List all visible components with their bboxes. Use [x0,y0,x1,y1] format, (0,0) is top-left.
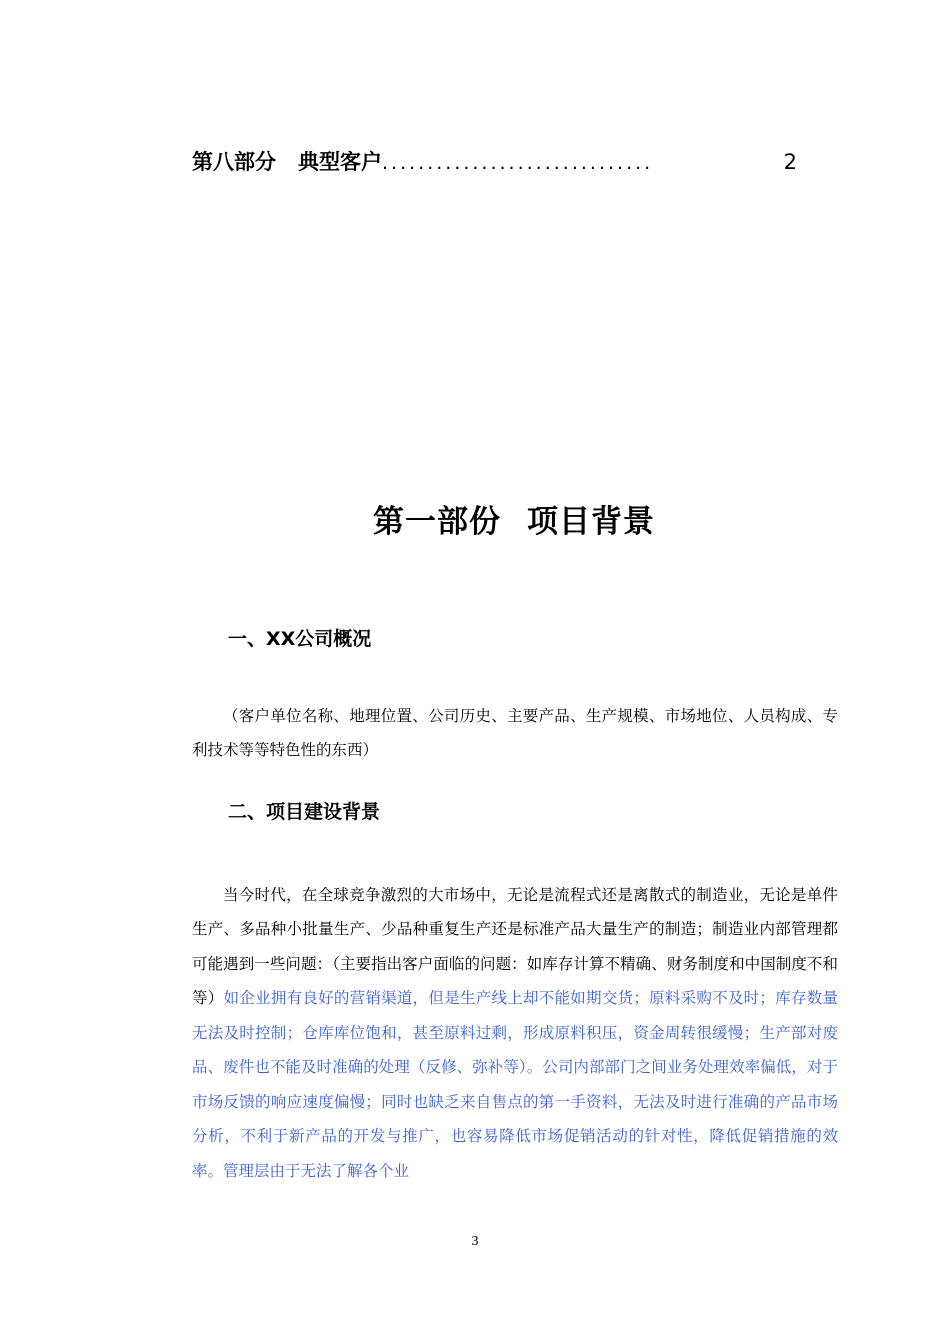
part-label: 第一部份 [373,504,501,540]
section-heading-project-background: 二、项目建设背景 [228,801,381,823]
toc-title: 典型客户 [298,150,382,174]
part-title [0,496,950,541]
page-number: 3 [471,1234,479,1249]
company-overview-paragraph: （客户单位名称、地理位置、公司历史、主要产品、生产规模、市场地位、人员构成、专利技术等等特色性的东西） [192,706,838,759]
toc-part-label: 第八部分 [192,150,276,174]
toc-dot-leader: .............................. [382,152,654,174]
part-title-text: 项目背景 [527,504,655,540]
background-highlighted-text: 如企业拥有良好的营销渠道，但是生产线上却不能如期交货；原料采购不及时；库存数量无法及时控制；仓库库位饱和，甚至原料过剩，形成原料积压，资金周转很缓慢；生产部对废品、废件也不能及时准确的处理（反修、弥补等）。公司内部部门之间业务处理效率偏低，对于市场反馈的响应速度偏慢；同时也缺乏来自售点的第一手资料，无法及时进行准确的产品市场分析，不利于新产品的开发与推广，也容易降低市场促销活动的针对性，降低促销措施的效率。管理层由于无法了解各个业 [192,989,838,1180]
toc-page-number: 2 [783,150,797,174]
section-heading-company-overview: 一、XX公司概况 [228,628,372,650]
background-text: 当今时代，在全球竞争激烈的大市场中，无论是流程式还是离散式的制造业，无论是单件生产、多品种小批量生产、少品种重复生产还是标准产品大量生产的制造；制造业内部管理都可能遇到一些问题：（主要指出客户面临的问题：如库存计算不精确、财务制度和中国制度不和等） [192,885,838,1007]
project-background-paragraph [192,878,838,1189]
toc-entry[interactable] [192,146,797,180]
